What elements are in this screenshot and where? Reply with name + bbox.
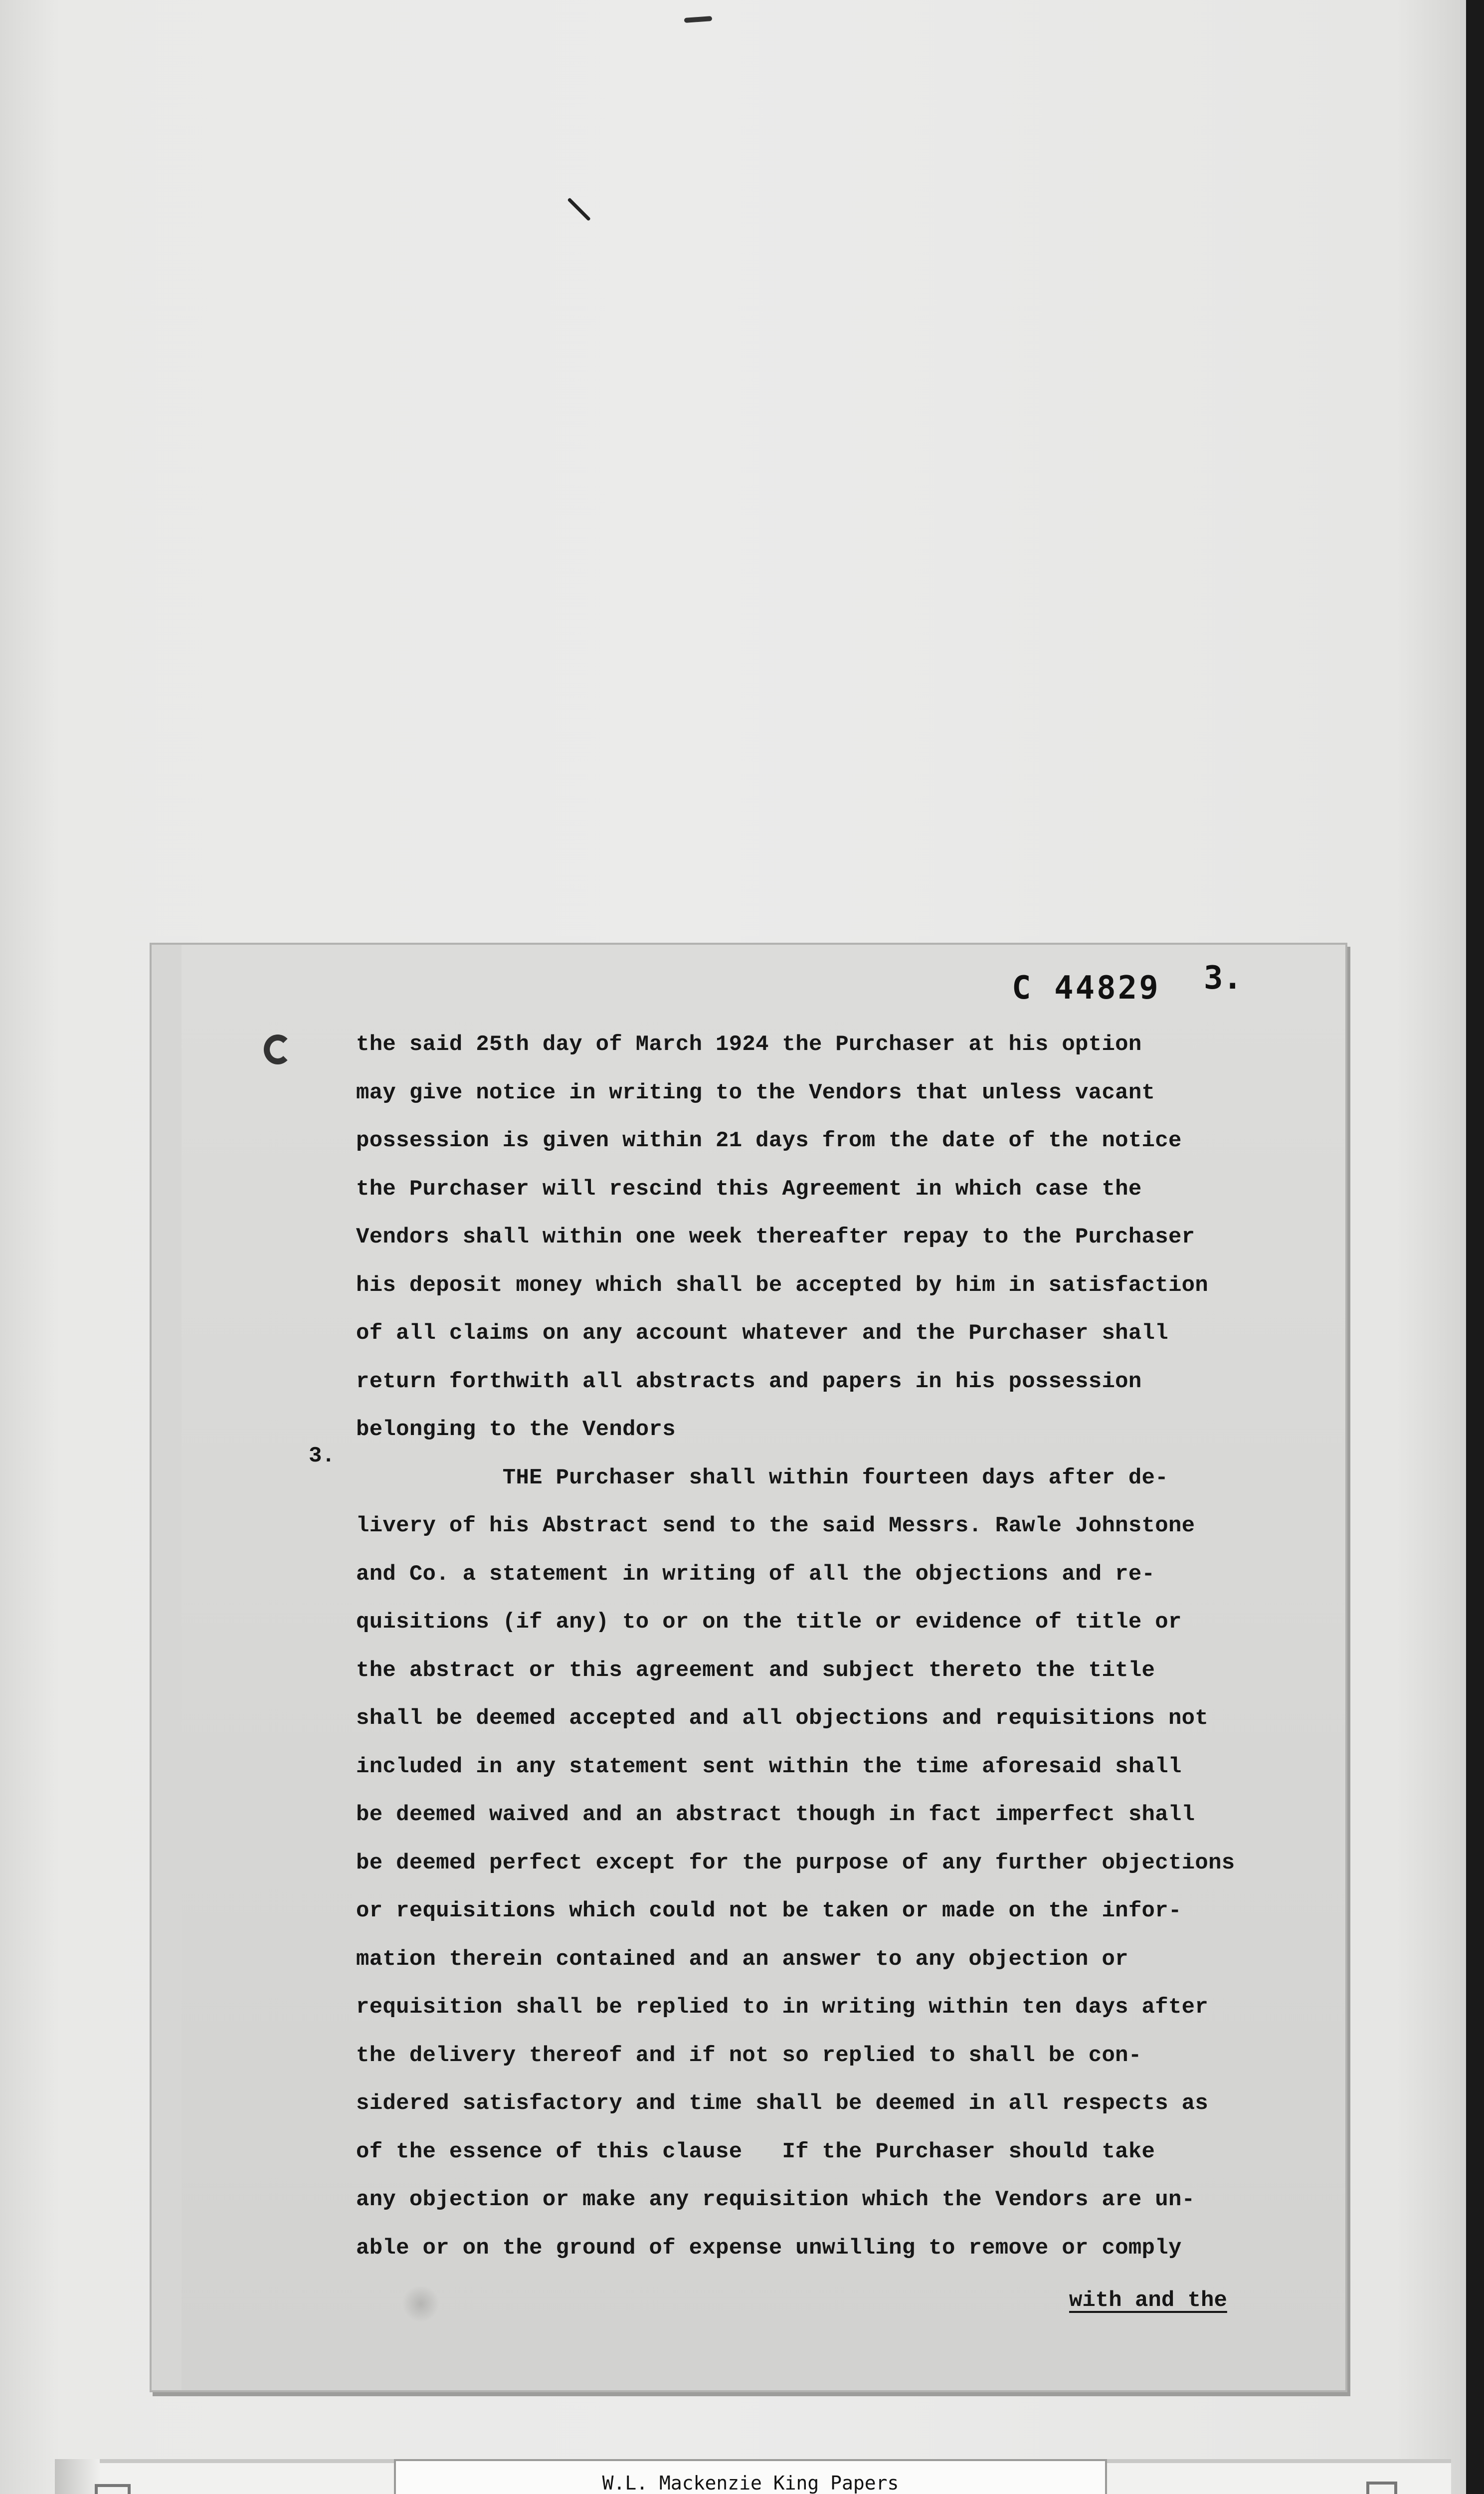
clip-icon — [1366, 2482, 1397, 2494]
reference-number: C 44829 — [1012, 970, 1160, 1007]
document-sheet — [150, 943, 1347, 2392]
page-number: 3. — [1204, 960, 1243, 997]
document-line: or requisitions which could not be taken or made on the infor- — [356, 1898, 1182, 1923]
smudge — [401, 2286, 441, 2321]
document-line: be deemed waived and an abstract though in fact imperfect shall — [356, 1802, 1195, 1827]
document-line: of the essence of this clause If the Purchaser should take — [356, 2139, 1155, 2164]
document-line: of all claims on any account whatever and the Purchaser shall — [356, 1321, 1168, 1346]
document-line: return forthwith all abstracts and papers in his possession — [356, 1369, 1142, 1394]
document-line: mation therein contained and an answer to any objection or — [356, 1947, 1128, 1972]
document-line: the delivery thereof and if not so replied to shall be con- — [356, 2043, 1142, 2068]
document-line: possession is given within 21 days from the date of the notice — [356, 1128, 1182, 1153]
document-line: included in any statement sent within the time aforesaid shall — [356, 1754, 1182, 1779]
clip-icon — [95, 2484, 131, 2494]
document-line: able or on the ground of expense unwilling to remove or comply — [356, 2236, 1182, 2261]
scan-edge — [1466, 0, 1484, 2494]
document-line: requisition shall be replied to in writing within ten days after — [356, 1995, 1209, 2020]
document-line: belonging to the Vendors — [356, 1417, 676, 1442]
document-line: quisitions (if any) to or on the title or evidence of title or — [356, 1610, 1182, 1635]
document-line: the abstract or this agreement and subject thereto the title — [356, 1658, 1155, 1683]
document-line: the Purchaser will rescind this Agreement in which case the — [356, 1177, 1142, 1202]
document-line: be deemed perfect except for the purpose of any further objections — [356, 1851, 1235, 1875]
punch-hole-icon — [264, 1035, 292, 1064]
catchword: with and the — [1069, 2288, 1227, 2313]
archive-card-shadow — [55, 2459, 100, 2494]
document-line: may give notice in writing to the Vendors that unless vacant — [356, 1080, 1155, 1105]
document-line: and Co. a statement in writing of all the objections and re- — [356, 1562, 1155, 1587]
document-line: sidered satisfactory and time shall be deemed in all respects as — [356, 2091, 1209, 2116]
collection-label — [394, 2459, 1107, 2494]
document-line: Vendors shall within one week thereafter repay to the Purchaser — [356, 1225, 1195, 1249]
document-line: his deposit money which shall be accepted by him in satisfaction — [356, 1273, 1209, 1298]
document-line: shall be deemed accepted and all objections and requisitions not — [356, 1706, 1209, 1731]
document-line: the said 25th day of March 1924 the Purchaser at his option — [356, 1032, 1142, 1057]
document-line: livery of his Abstract send to the said Messrs. Rawle Johnstone — [356, 1513, 1195, 1538]
collection-name: W.L. Mackenzie King Papers — [602, 2472, 899, 2494]
paragraph-number: 3. — [309, 1444, 335, 1468]
document-line: THE Purchaser shall within fourteen days after de- — [356, 1465, 1168, 1490]
document-line: any objection or make any requisition which the Vendors are un- — [356, 2187, 1195, 2212]
